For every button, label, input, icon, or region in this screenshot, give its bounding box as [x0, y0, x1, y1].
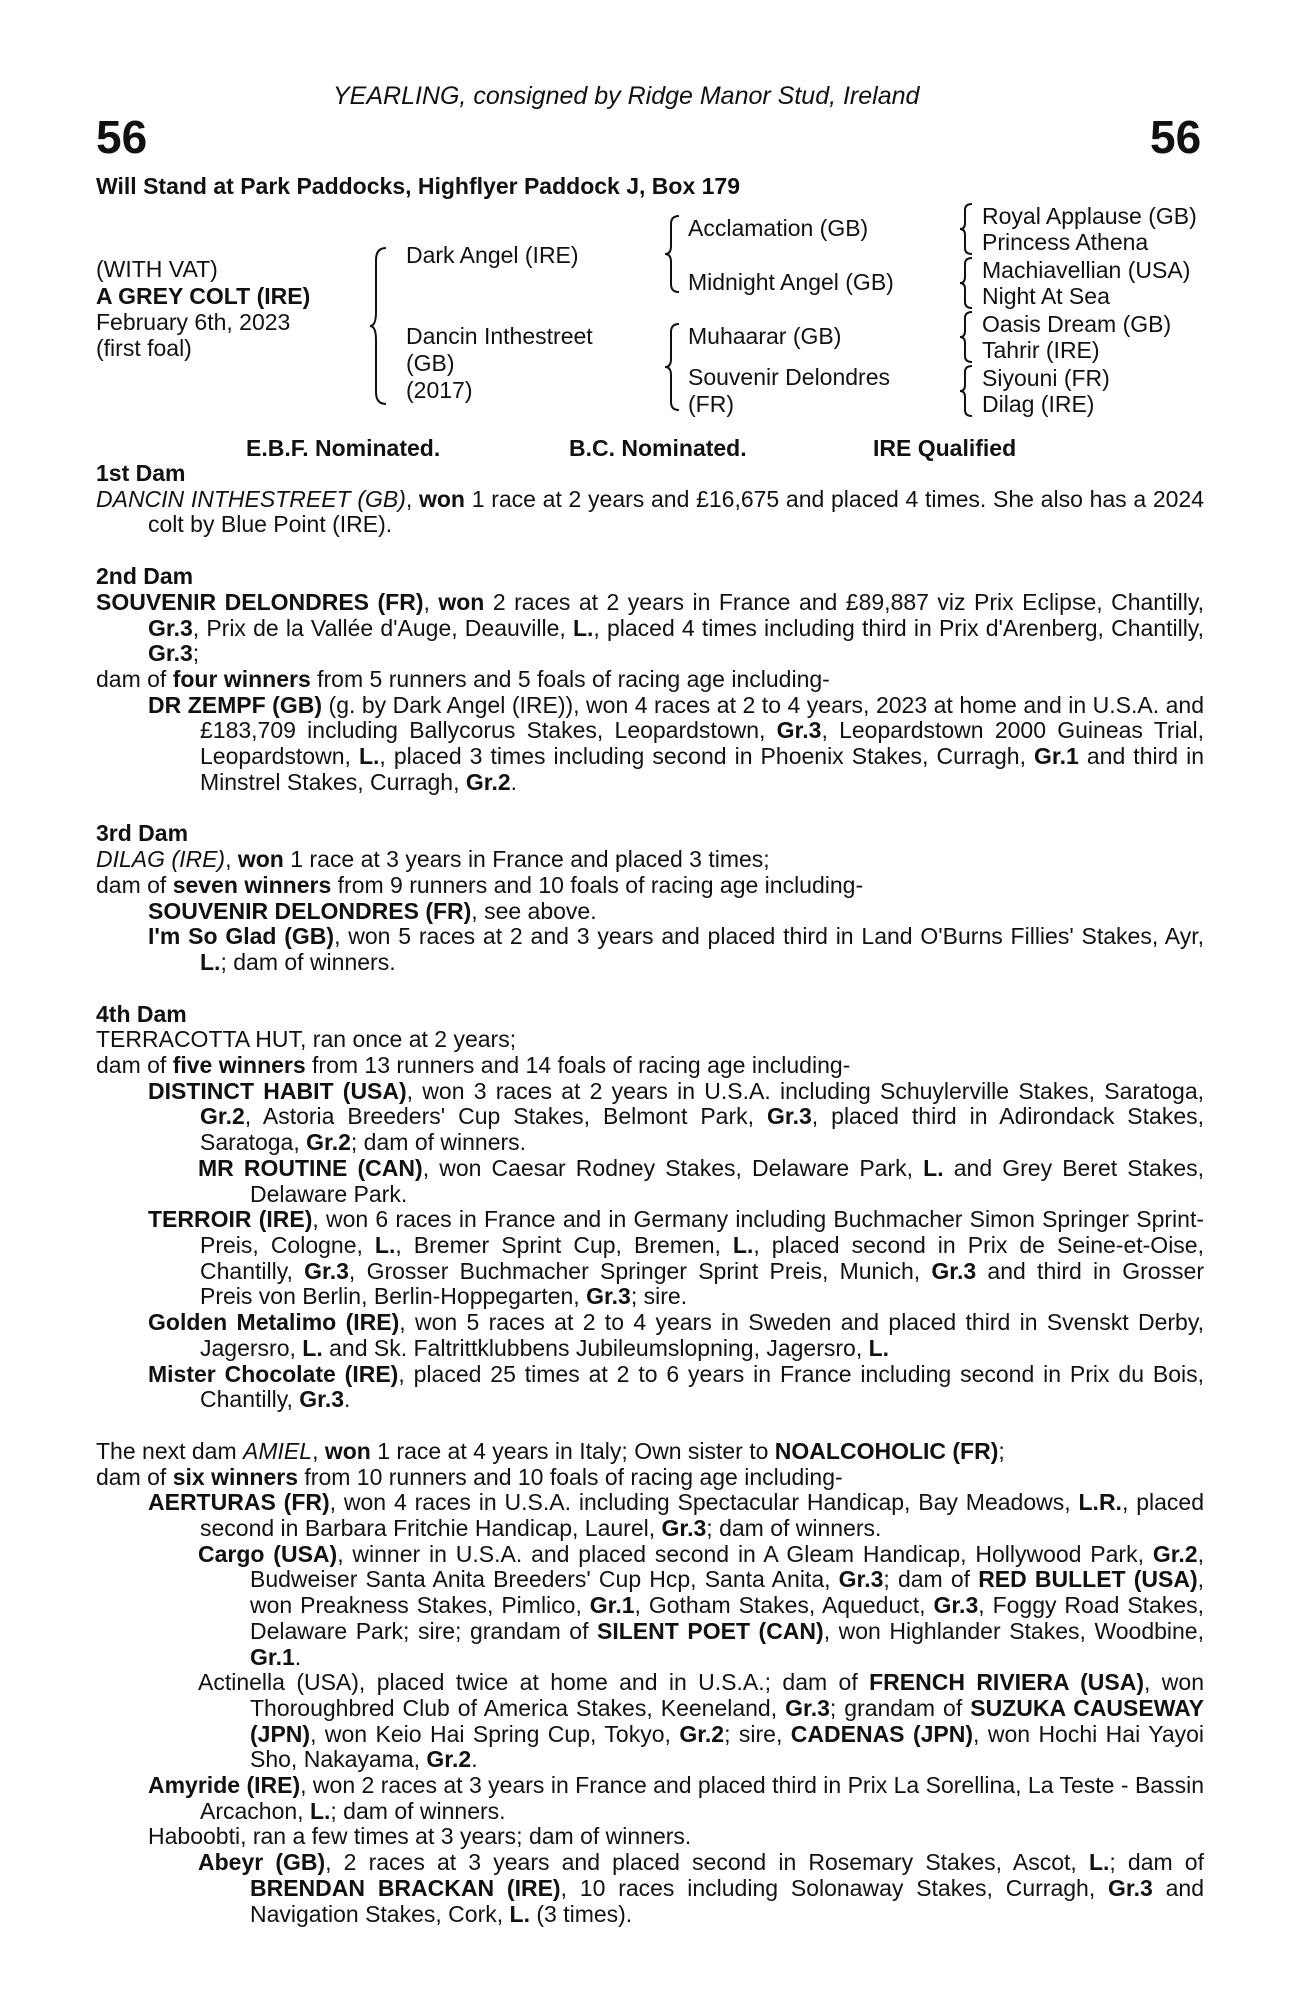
granddam-4: Dilag (IRE)	[982, 391, 1095, 417]
second-dam-heading: 2nd Dam	[96, 563, 194, 590]
second-dam-produce-1: DR ZEMPF (GB) (g. by Dark Angel (IRE)), won 4 races at 2 to 4 years, 2023 at home and in U.S.A. and £183,709 including Ballycorus Stakes, Leopardstown, Gr.3, Leopardstown 2000 Guineas Trial, Leopardstown, L., placed 3 times including second in Phoenix Stakes, Curragh, Gr.1 and third in Minstrel Stakes, Curragh, Gr.2.	[148, 691, 1205, 795]
next-dam-produce-2: Amyride (IRE), won 2 races at 3 years in France and placed third in Prix La Sorellina, La Teste - Bassin Arcachon, L.; dam of winners.	[148, 1772, 1204, 1824]
grandsire-3: Oasis Dream (GB)	[982, 311, 1172, 337]
pedigree-brace-main	[370, 246, 390, 406]
pedigree-brace-g2	[960, 256, 974, 310]
dam-line-2: (GB)	[406, 350, 455, 376]
first-dam-name: DANCIN INTHESTREET (GB)	[96, 485, 406, 512]
catalogue-body	[96, 461, 1204, 1927]
second-dam-name: SOUVENIR DELONDRES (FR)	[96, 588, 424, 615]
sire-sire: Acclamation (GB)	[688, 215, 869, 241]
bc-nominated: B.C. Nominated.	[569, 435, 747, 461]
first-dam-entry: DANCIN INTHESTREET (GB), won 1 race at 2 years and £16,675 and placed 4 times. She also has a 2024 colt by Blue Point (IRE).	[96, 485, 1205, 538]
dam-dam-line-2: (FR)	[688, 391, 734, 417]
third-dam-produce-summary: dam of seven winners from 9 runners and 10 foals of racing age including-	[96, 871, 864, 898]
fourth-dam-entry: TERRACOTTA HUT, ran once at 2 years;	[96, 1026, 517, 1053]
first-dam-heading: 1st Dam	[96, 460, 186, 486]
pedigree-brace-g1	[960, 202, 974, 256]
third-dam-produce-1: SOUVENIR DELONDRES (FR), see above.	[148, 897, 597, 924]
grandsire-2: Machiavellian (USA)	[982, 257, 1191, 283]
sire: Dark Angel (IRE)	[406, 242, 579, 268]
granddam-1: Princess Athena	[982, 229, 1149, 255]
fourth-dam-produce-4: Mister Chocolate (IRE), placed 25 times at 2 to 6 years in France including second in Prix du Bois, Chantilly, Gr.3.	[148, 1360, 1205, 1413]
lot-number-right: 56	[1150, 111, 1202, 163]
dam-dam-line-1: Souvenir Delondres	[688, 364, 891, 390]
pedigree-brace-dam	[665, 322, 681, 412]
granddam-3: Tahrir (IRE)	[982, 337, 1100, 363]
fourth-dam-produce-2: TERROIR (IRE), won 6 races in France and in Germany including Buchmacher Simon Springer Sprint-Preis, Cologne, L., Bremer Sprint Cup, Bremen, L., placed second in Prix de Seine-et-Oise, Chantilly, Gr.3, Grosser Buchmacher Springer Sprint Preis, Munich, Gr.3 and third in Grosser Preis von Berlin, Berlin-Hoppegarten, Gr.3; sire.	[148, 1206, 1205, 1310]
granddam-2: Night At Sea	[982, 283, 1110, 309]
dam-line-1: Dancin Inthestreet	[406, 323, 593, 349]
pedigree-brace-g4	[960, 364, 974, 418]
pedigree-brace-g3	[960, 310, 974, 364]
third-dam-entry: DILAG (IRE), won 1 race at 3 years in France and placed 3 times;	[96, 846, 770, 873]
vat-note: (WITH VAT)	[96, 256, 218, 282]
next-dam-produce-3: Haboobti, ran a few times at 3 years; dam of winners.	[148, 1823, 692, 1850]
consignor-line: YEARLING, consigned by Ridge Manor Stud, Ireland	[333, 82, 920, 110]
third-dam-produce-2: I'm So Glad (GB), won 5 races at 2 and 3 years and placed third in Land O'Burns Fillies' Stakes, Ayr, L.; dam of winners.	[148, 923, 1204, 975]
next-dam-produce-3a: Abeyr (GB), 2 races at 3 years and placed second in Rosemary Stakes, Ascot, L.; dam of BRENDAN BRACKAN (IRE), 10 races including Solonaway Stakes, Curragh, Gr.3 and Navigation Stakes, Cork, L. (3 times).	[198, 1849, 1205, 1927]
ire-qualified: IRE Qualified	[873, 435, 1017, 461]
lot-name: A GREY COLT (IRE)	[96, 283, 311, 309]
next-dam-produce-1: AERTURAS (FR), won 4 races in U.S.A. including Spectacular Handicap, Bay Meadows, L.R., placed second in Barbara Fritchie Handicap, Laurel, Gr.3; dam of winners.	[148, 1489, 1204, 1542]
foal-note: (first foal)	[96, 335, 192, 361]
lot-number-left: 56	[96, 111, 148, 163]
foaled-date: February 6th, 2023	[96, 309, 291, 335]
grandsire-4: Siyouni (FR)	[982, 365, 1110, 391]
fourth-dam-heading: 4th Dam	[96, 1000, 187, 1027]
ebf-nominated: E.B.F. Nominated.	[246, 435, 441, 461]
dam-line-3: (2017)	[406, 377, 473, 403]
stand-line: Will Stand at Park Paddocks, Highflyer Paddock J, Box 179	[96, 173, 740, 199]
sire-dam: Midnight Angel (GB)	[688, 269, 894, 295]
pedigree-brace-sire	[665, 214, 681, 294]
next-dam-produce-1a: Cargo (USA), winner in U.S.A. and placed second in A Gleam Handicap, Hollywood Park, Gr.2, Budweiser Santa Anita Breeders' Cup Hcp, Santa Anita, Gr.3; dam of RED BULLET (USA), won Preakness Stakes, Pimlico, Gr.1, Gotham Stakes, Aqueduct, Gr.3, Foggy Road Stakes, Delaware Park; sire; grandam of SILENT POET (CAN), won Highlander Stakes, Woodbine, Gr.1.	[198, 1540, 1205, 1670]
second-dam-produce-summary: dam of four winners from 5 runners and 5 foals of racing age including-	[96, 665, 830, 692]
dam-sire: Muhaarar (GB)	[688, 323, 842, 349]
fourth-dam-produce-summary: dam of five winners from 13 runners and 14 foals of racing age including-	[96, 1052, 851, 1079]
fourth-dam-produce-1a: MR ROUTINE (CAN), won Caesar Rodney Stakes, Delaware Park, L. and Grey Beret Stakes, Delaware Park.	[198, 1154, 1205, 1207]
next-dam-produce-summary: dam of six winners from 10 runners and 10 foals of racing age including-	[96, 1463, 843, 1490]
third-dam-heading: 3rd Dam	[96, 820, 189, 847]
next-dam-produce-1b: Actinella (USA), placed twice at home and in U.S.A.; dam of FRENCH RIVIERA (USA), won Thoroughbred Club of America Stakes, Keeneland, Gr.3; grandam of SUZUKA CAUSEWAY (JPN), won Keio Hai Spring Cup, Tokyo, Gr.2; sire, CADENAS (JPN), won Hochi Hai Yayoi Sho, Nakayama, Gr.2.	[198, 1669, 1205, 1773]
grandsire-1: Royal Applause (GB)	[982, 203, 1197, 229]
fourth-dam-produce-3: Golden Metalimo (IRE), won 5 races at 2 to 4 years in Sweden and placed third in Svenskt Derby, Jagersro, L. and Sk. Faltrittklubbens Jubileumslopning, Jagersro, L.	[148, 1309, 1204, 1361]
second-dam-entry: SOUVENIR DELONDRES (FR), won 2 races at 2 years in France and £89,887 viz Prix Eclipse, Chantilly, Gr.3, Prix de la Vallée d'Auge, Deauville, L., placed 4 times including third in Prix d'Arenberg, Chantilly, Gr.3;	[96, 588, 1205, 667]
fourth-dam-produce-1: DISTINCT HABIT (USA), won 3 races at 2 years in U.S.A. including Schuylerville Stakes, Saratoga, Gr.2, Astoria Breeders' Cup Stakes, Belmont Park, Gr.3, placed third in Adirondack Stakes, Saratoga, Gr.2; dam of winners.	[148, 1077, 1204, 1156]
next-dam-entry: The next dam AMIEL, won 1 race at 4 years in Italy; Own sister to NOALCOHOLIC (FR);	[96, 1437, 1005, 1464]
